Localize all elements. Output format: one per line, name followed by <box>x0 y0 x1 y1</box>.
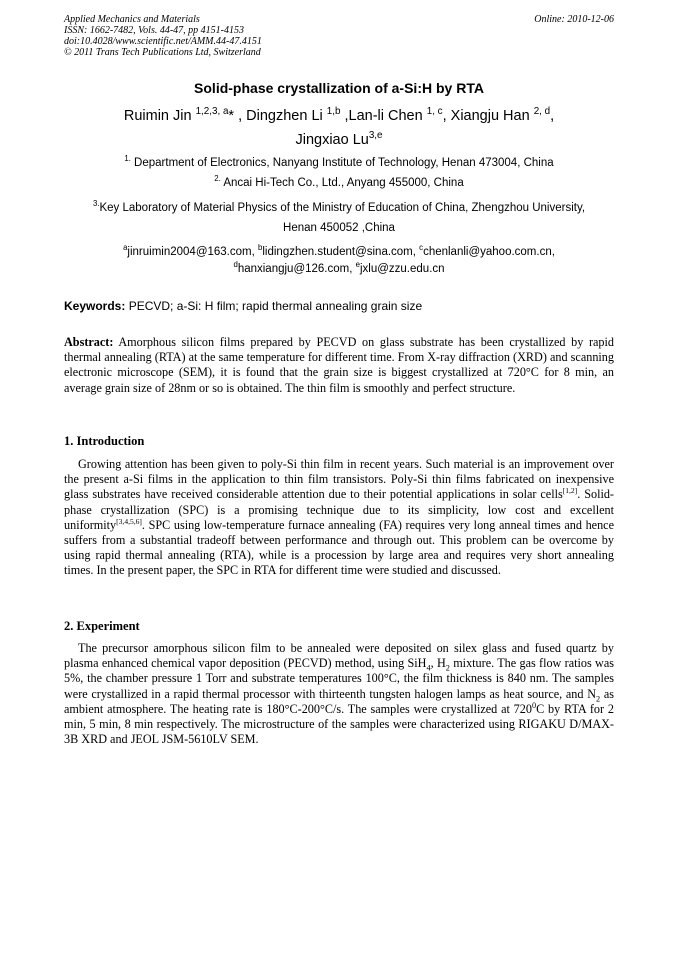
subscript: 2 <box>445 663 450 673</box>
email-link[interactable]: chenlanli@yahoo.com.cn, <box>423 246 555 258</box>
affil-text: Department of Electronics, Nanyang Institute of Technology, Henan 473004, China <box>130 157 554 169</box>
email-mark: c <box>419 243 424 253</box>
email-mark: d <box>233 260 238 270</box>
author-name: ,Lan-li Chen <box>340 108 427 124</box>
author-name: Jingxiao Lu <box>295 132 369 148</box>
abstract-label: Abstract: <box>64 335 114 349</box>
keywords-text: PECVD; a-Si: H film; rapid thermal annealing grain size <box>125 299 423 313</box>
email-mark: e <box>355 260 360 270</box>
affil-text: Ancai Hi-Tech Co., Ltd., Anyang 455000, China <box>220 177 464 189</box>
online-date: Online: 2010-12-06 <box>534 14 614 25</box>
section-1-paragraph <box>64 457 614 579</box>
section-title: . Experiment <box>70 619 140 633</box>
abstract-text: Amorphous silicon films prepared by PECVD on glass substrate has been crystallized by rapid thermal annealing (RTA) at the same temperature for different time. From X-ray diffraction (XRD) and scanning electronic microscope (SEM), it is found that the grain size is biggest crystallized at 720°C for 8 min, an average grain size of 28nm or so is obtained. The thin film is smoothly and perfect structure. <box>64 335 614 395</box>
superscript: 0 <box>531 700 537 710</box>
author-affil-mark: 1,b <box>326 106 341 118</box>
copyright: © 2011 Trans Tech Publications Ltd, Switzerland <box>64 47 261 58</box>
email-line-1 <box>0 243 678 258</box>
author-affil-mark: 1,2,3, a <box>195 106 229 118</box>
email-mark: b <box>258 243 263 253</box>
citation: [1,2] <box>562 486 578 496</box>
affiliation-2 <box>0 174 678 189</box>
abstract <box>64 335 614 396</box>
affiliation-3-cont <box>0 222 678 234</box>
issn: ISSN: 1662-7482, Vols. 44-47, pp 4151-4153 <box>64 25 244 36</box>
email-link[interactable]: hanxiangju@126.com, <box>237 263 356 275</box>
email-link[interactable]: jinruimin2004@163.com, <box>127 246 258 258</box>
keywords <box>64 299 422 313</box>
affil-text: Henan 450052 ,China <box>283 222 395 234</box>
author-affil-mark: 1, c <box>426 106 443 118</box>
affiliation-1 <box>0 154 678 169</box>
paper-title: Solid-phase crystallization of a-Si:H by RTA <box>194 80 484 96</box>
author-name: , Dingzhen Li <box>234 108 327 124</box>
author-line-2 <box>0 128 678 152</box>
section-2-heading <box>64 619 140 634</box>
affil-mark: 3. <box>92 199 100 209</box>
experiment-text: mixture. The gas flow ratios was 5%, the chamber pressure 1 Torr and substrate temperatures 100°C, the film thickness is 840 nm. The samples were crystallized in a rapid thermal processor with thirteenth tungsten halogen lamps as heat source, and N <box>64 656 614 701</box>
citation: [3,4,5,6] <box>116 516 142 526</box>
journal-name: Applied Mechanics and Materials <box>64 14 200 25</box>
author-name: , Xiangju Han <box>442 108 534 124</box>
author-affil-mark: 3,e <box>368 130 383 142</box>
author-affil-mark: 2, d <box>533 106 551 118</box>
affil-mark: 2. <box>214 174 221 184</box>
journal-header <box>64 14 262 58</box>
email-link[interactable]: lidingzhen.student@sina.com, <box>262 246 420 258</box>
intro-text: Growing attention has been given to poly-Si thin film in recent years. Such material is an improvement over the present a-Si films in the application to thin film transistors. Poly-Si thin films fabricated on inexpensive glass substrates have received considerable attention due to their potential applications in solar cells <box>64 457 614 502</box>
section-number: 2 <box>64 619 71 633</box>
subscript: 4 <box>426 663 431 673</box>
affil-mark: 1. <box>124 154 131 164</box>
doi: doi:10.4028/www.scientific.net/AMM.44-47.4151 <box>64 36 262 47</box>
email-mark: a <box>123 243 128 253</box>
experiment-text: as ambient atmosphere. The heating rate is 180°C-200°C/s. The samples were crystallized at 720 <box>64 686 614 716</box>
affil-text: Key Laboratory of Material Physics of the Ministry of Education of China, Zhengzhou University, <box>99 202 586 214</box>
corresponding-star: * <box>228 108 235 124</box>
email-line-2 <box>0 260 678 275</box>
author-name: Ruimin Jin <box>123 108 196 124</box>
intro-text: . SPC using low-temperature furnace annealing (FA) requires very long anneal times and hence suffers from a substantial tradeoff between performance and through out. This problem can be overcome by using rapid thermal annealing (RTA), while is a procession by large area and requires very short annealing times. In the present paper, the SPC in RTA for different time were studied and discussed. <box>64 517 614 578</box>
author-line-1 <box>0 104 678 128</box>
email-link[interactable]: jxlu@zzu.edu.cn <box>359 263 445 275</box>
author-separator: , <box>550 108 555 124</box>
subscript: 2 <box>596 694 601 704</box>
experiment-text: The precursor amorphous silicon film to be annealed were deposited on silex glass and fused quartz by plasma enhanced chemical vapor deposition (PECVD) method, using SiH <box>64 641 614 671</box>
intro-text: . Solid-phase crystallization (SPC) is a promising technique due to its simplicity, low cost and excellent uniformity <box>64 487 614 532</box>
author-list <box>0 104 678 152</box>
section-2-paragraph <box>64 641 614 747</box>
experiment-text: C by RTA for 2 min, 5 min, 8 min respectively. The microstructure of the samples were characterized using RIGAKU D/MAX-3B XRD and JEOL JSM-5610LV SEM. <box>64 701 614 747</box>
keywords-label: Keywords: <box>64 299 126 313</box>
section-1-heading: 1. Introduction <box>64 434 145 448</box>
experiment-text: , H <box>430 656 446 671</box>
affiliation-3 <box>0 199 678 214</box>
